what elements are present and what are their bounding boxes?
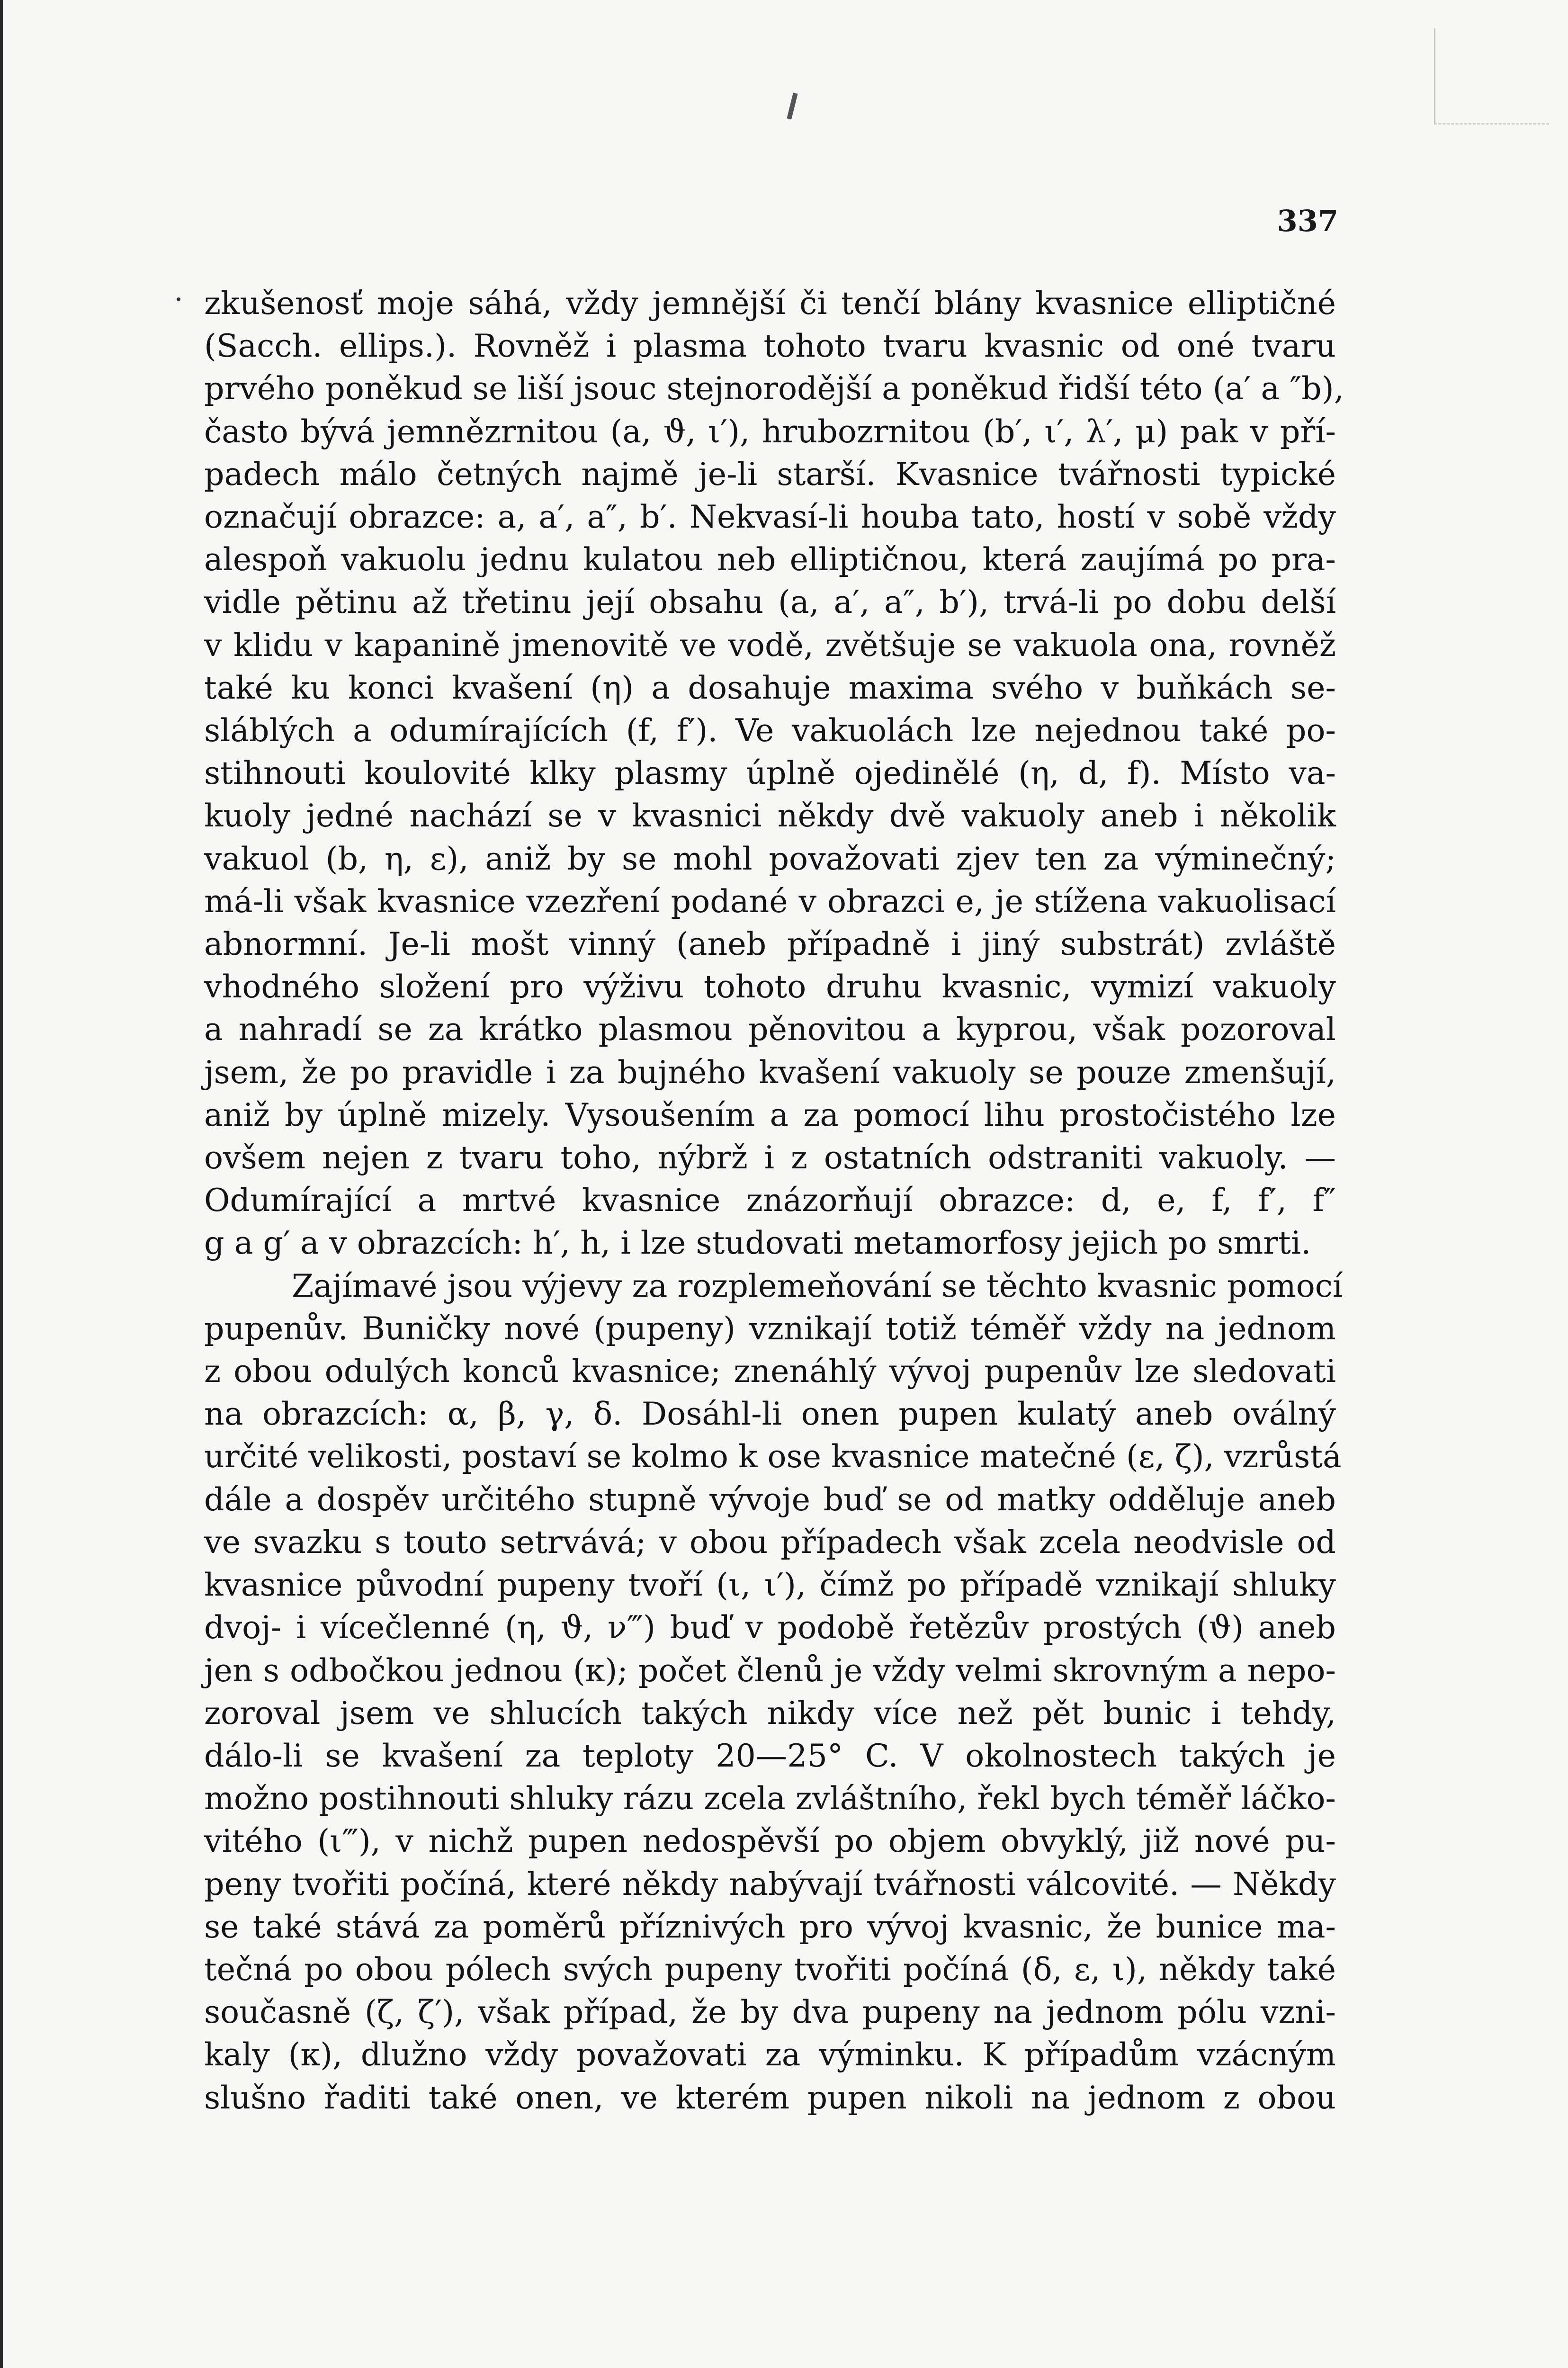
text-line: zoroval jsem ve shlucích takých nikdy více než pět bunic i tehdy, [204,1694,1336,1731]
scan-edge-marks [1434,28,1549,125]
text-line: pupenův. Buničky nové (pupeny) vznikají totiž téměř vždy na jednom [204,1310,1336,1347]
text-line: sláblých a odumírajících (f, f′). Ve vakuolách lze nejednou také po- [204,712,1336,749]
page-number: 337 [1277,204,1338,238]
text-line: jen s odbočkou jednou (κ); počet členů je vždy velmi skrovným a nepo- [204,1651,1336,1689]
text-line: stihnouti koulovité klky plasmy úplně ojedinělé (η, d, f). Místo va- [204,754,1336,792]
text-line: vhodného složení pro výživu tohoto druhu kvasnic, vymizí vakuoly [204,968,1336,1005]
text-line: tečná po obou pólech svých pupeny tvořiti počíná (δ, ε, ι), někdy také [204,1950,1336,1988]
text-line: z obou odulých konců kvasnice; znenáhlý vývoj pupenův lze sledovati [204,1353,1336,1390]
text-line: vitého (ι‴), v nichž pupen nedospěvší po objem obvyklý, již nové pu- [204,1822,1336,1860]
paragraph-start-line: Zajímavé jsou výjevy za rozplemeňování se těchto kvasnic pomocí [292,1267,1343,1304]
text-line: často bývá jemnězrnitou (a, ϑ, ι′), hrubozrnitou (b′, ι′, λ′, μ) pak v pří- [204,413,1336,450]
text-line: možno postihnouti shluky rázu zcela zvláštního, řekl bych téměř láčko- [204,1780,1336,1817]
text-line: kuoly jedné nachází se v kvasnici někdy dvě vakuoly aneb i několik [204,797,1336,834]
text-line: aniž by úplně mizely. Vysoušením a za pomocí lihu prostočistého lze [204,1096,1336,1133]
text-line: vakuol (b, η, ε), aniž by se mohl považovati zjev ten za výminečný; [204,840,1336,877]
text-line: v klidu v kapanině jmenovitě ve vodě, zvětšuje se vakuola ona, rovněž [204,626,1336,664]
text-line: určité velikosti, postaví se kolmo k ose kvasnice matečné (ε, ζ), vzrůstá [204,1438,1342,1475]
text-line: vidle pětinu až třetinu její obsahu (a, a′, a″, b′), trvá-li po dobu delší [204,583,1336,621]
text-line: má-li však kvasnice vzezření podané v obrazci e, je stížena vakuolisací [204,882,1336,920]
scan-artifact [787,93,797,120]
text-line: kvasnice původní pupeny tvoří (ι, ι′), čímž po případě vznikají shluky [204,1566,1336,1604]
text-line: slušno řaditi také onen, ve kterém pupen nikoli na jednom z obou [204,2079,1336,2116]
text-line: zkušenosť moje sáhá, vždy jemnější či tenčí blány kvasnice elliptičné [204,285,1336,322]
body-text [204,282,1344,2119]
text-line: alespoň vakuolu jednu kulatou neb elliptičnou, která zaujímá po pra- [204,541,1336,578]
text-line: dvoj- i vícečlenné (η, ϑ, ν‴) buď v podobě řetězův prostých (ϑ) aneb [204,1609,1336,1646]
text-line: abnormní. Je-li mošt vinný (aneb případně i jiný substrát) zvláště [204,925,1336,963]
text-line: kaly (κ), dlužno vždy považovati za výminku. K případům vzácným [204,2036,1336,2073]
text-line: ve svazku s touto setrvává; v obou případech však zcela neodvisle od [204,1523,1336,1561]
text-line: peny tvořiti počíná, které někdy nabývají tvářnosti válcovité. — Někdy [204,1865,1336,1902]
text-line: také ku konci kvašení (η) a dosahuje maxima svého v buňkách se- [204,669,1336,706]
text-line: dálo-li se kvašení za teploty 20—25° C. V okolnostech takých je [204,1737,1336,1774]
text-line: označují obrazce: a, a′, a″, b′. Nekvasí-li houba tato, hostí v sobě vždy [204,498,1336,536]
text-line: dále a dospěv určitého stupně vývoje buď se od matky odděluje aneb [204,1480,1336,1518]
text-line: současně (ζ, ζ′), však případ, že by dva pupeny na jednom pólu vzni- [204,1993,1336,2031]
text-line: na obrazcích: α, β, γ, δ. Dosáhl-li onen pupen kulatý aneb oválný [204,1395,1336,1433]
margin-dot [177,297,180,301]
text-line: se také stává za poměrů příznivých pro vývoj kvasnic, že bunice ma- [204,1908,1336,1945]
text-line: (Sacch. ellips.). Rovněž i plasma tohoto tvaru kvasnic od oné tvaru [204,327,1336,365]
text-line: a nahradí se za krátko plasmou pěnovitou a kyprou, však pozoroval [204,1011,1336,1048]
text-line: jsem, že po pravidle i za bujného kvašení vakuoly se pouze zmenšují, [204,1053,1336,1091]
text-line: prvého poněkud se liší jsouc stejnorodější a poněkud řidší této (a′ a ″b), [204,370,1344,407]
text-line: Odumírající a mrtvé kvasnice znázorňují obrazce: d, e, f, f′, f″ [204,1182,1336,1219]
paragraph-end-line: g a g′ a v obrazcích: h′, h, i lze studovati metamorfosy jejich po smrti. [204,1224,1311,1262]
text-line: padech málo četných najmě je-li starší. Kvasnice tvářnosti typické [204,455,1336,493]
text-line: ovšem nejen z tvaru toho, nýbrž i z ostatních odstraniti vakuoly. — [204,1139,1336,1176]
